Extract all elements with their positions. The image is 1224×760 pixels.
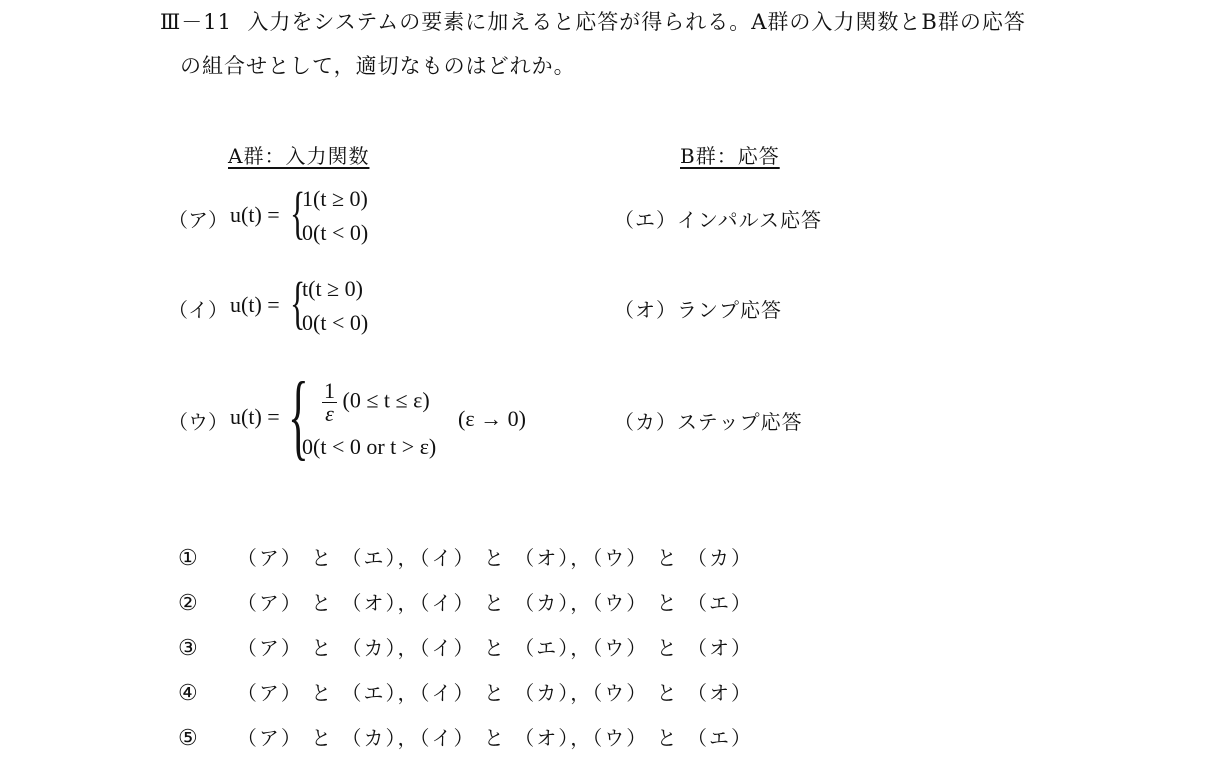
b-item — [614, 204, 822, 233]
a-item-fraction — [322, 380, 430, 425]
group-a-header: A群：入力関数 — [228, 144, 370, 168]
question-line-2: の組合せとして，適切なものはどれか。 — [180, 54, 576, 78]
choice-text: （ア） と （オ），（イ） と （カ），（ウ） と （エ） — [236, 591, 753, 615]
a-item-lhs: u(t) = — [230, 202, 280, 227]
choice-text: （ア） と （エ），（イ） と （オ），（ウ） と （カ） — [236, 546, 753, 570]
b-item — [614, 294, 782, 323]
a-item-label: （ウ） — [168, 410, 228, 434]
question-line-1 — [160, 6, 1026, 36]
question-text-1: 入力をシステムの要素に加えると応答が得られる。A群の入力関数とB群の応答 — [247, 10, 1026, 34]
choice-option[interactable] — [178, 542, 753, 571]
a-item-label: （ア） — [168, 208, 228, 232]
a-item-case-1: (0 ≤ t ≤ ε) — [342, 387, 430, 413]
a-item-case-2: 0(t < 0) — [302, 310, 369, 335]
left-brace: { — [288, 362, 309, 469]
choice-text: （ア） と （エ），（イ） と （カ），（ウ） と （オ） — [236, 681, 753, 705]
choice-option[interactable] — [178, 587, 753, 616]
left-brace: { — [290, 180, 306, 245]
choice-option[interactable] — [178, 632, 753, 661]
choice-number: ① — [178, 546, 198, 571]
b-item-text: ステップ応答 — [677, 410, 803, 434]
a-item-label: （イ） — [168, 298, 228, 322]
left-brace: { — [290, 270, 306, 335]
a-item-lhs: u(t) = — [230, 292, 280, 317]
group-b-header: B群：応答 — [680, 144, 780, 168]
a-item-limit: (ε → 0) — [458, 406, 526, 431]
choice-text: （ア） と （カ），（イ） と （エ），（ウ） と （オ） — [236, 636, 753, 660]
a-item-case-1: 1(t ≥ 0) — [302, 186, 368, 211]
a-item-lhs: u(t) = — [230, 404, 280, 429]
a-item-case-2: 0(t < 0) — [302, 220, 369, 245]
a-item-case-2: 0(t < 0 or t > ε) — [302, 434, 437, 459]
choice-option[interactable] — [178, 677, 753, 706]
b-item-label: （カ） — [614, 410, 677, 434]
b-item-text: インパルス応答 — [677, 208, 822, 232]
question-number: Ⅲ－11 — [160, 10, 232, 34]
choice-number: ④ — [178, 681, 198, 706]
b-item-label: （エ） — [614, 208, 677, 232]
choice-number: ⑤ — [178, 726, 198, 751]
choice-number: ② — [178, 591, 198, 616]
b-item-text: ランプ応答 — [677, 298, 782, 322]
choice-option[interactable] — [178, 722, 753, 751]
a-item-case-1: t(t ≥ 0) — [302, 276, 363, 301]
choice-text: （ア） と （カ），（イ） と （オ），（ウ） と （エ） — [236, 726, 753, 750]
b-item-label: （オ） — [614, 298, 677, 322]
fraction-numerator: 1 — [324, 378, 335, 403]
fraction-denominator: ε — [325, 401, 334, 426]
choice-number: ③ — [178, 636, 198, 661]
b-item — [614, 406, 803, 435]
